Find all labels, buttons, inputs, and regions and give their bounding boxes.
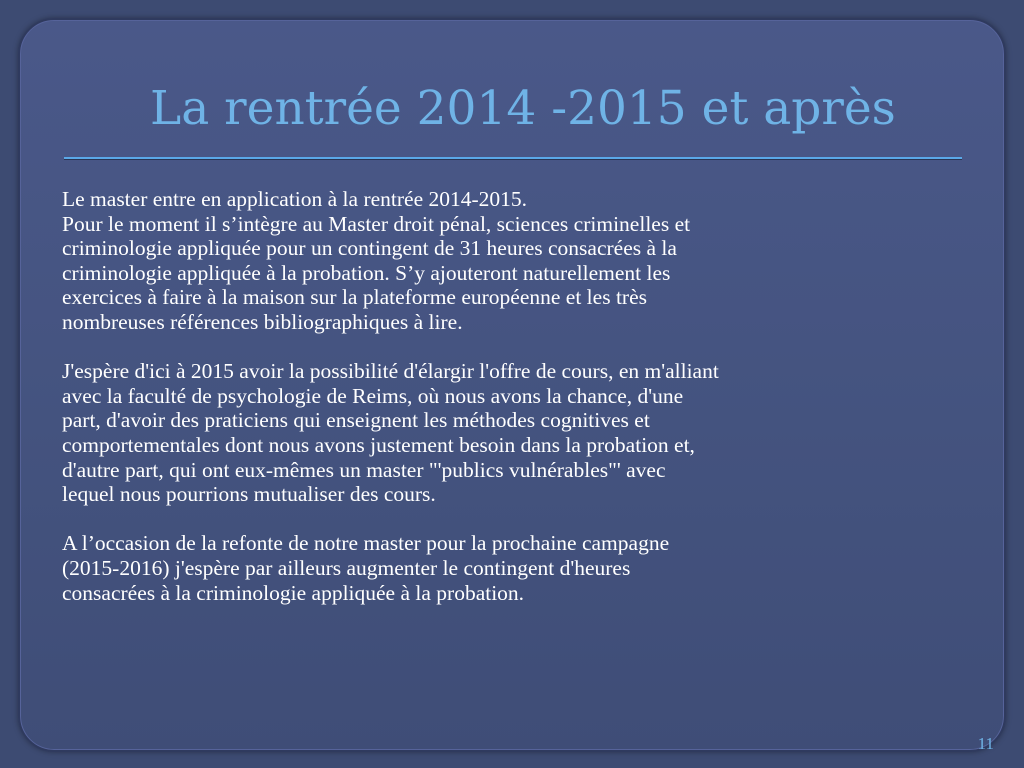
page-number: 11 [977,734,994,753]
title-divider [64,157,962,159]
body-paragraph-2: J'espère d'ici à 2015 avoir la possibilité d'élargir l'offre de cours, en m'alliant avec la faculté de psychologie de Reims, où nous avons la chance, d'une part, d'avoir des praticiens qui enseignent les méthodes cognitives et comportementales dont nous avons justement besoin dans la probation et, d'autre part, qui ont eux-mêmes un master "'publics vulnérables"' avec lequel nous pourrions mutualiser des cours. [62,359,719,507]
slide-body [62,187,982,605]
body-paragraph-1: Le master entre en application à la rentrée 2014-2015. Pour le moment il s’intègre au Master droit pénal, sciences criminelles et criminologie appliquée pour un contingent de 31 heures consacrées à la criminologie appliquée à la probation. S’y ajouteront naturellement les exercices à faire à la maison sur la plateforme européenne et les très nombreuses références bibliographiques à lire. [62,187,691,334]
slide-title: La rentrée 2014 -2015 et après [150,81,896,136]
body-paragraph-3: A l’occasion de la refonte de notre master pour la prochaine campagne (2015-2016) j'espère par ailleurs augmenter le contingent d'heures consacrées à la criminologie appliquée à la probation. [62,531,670,605]
